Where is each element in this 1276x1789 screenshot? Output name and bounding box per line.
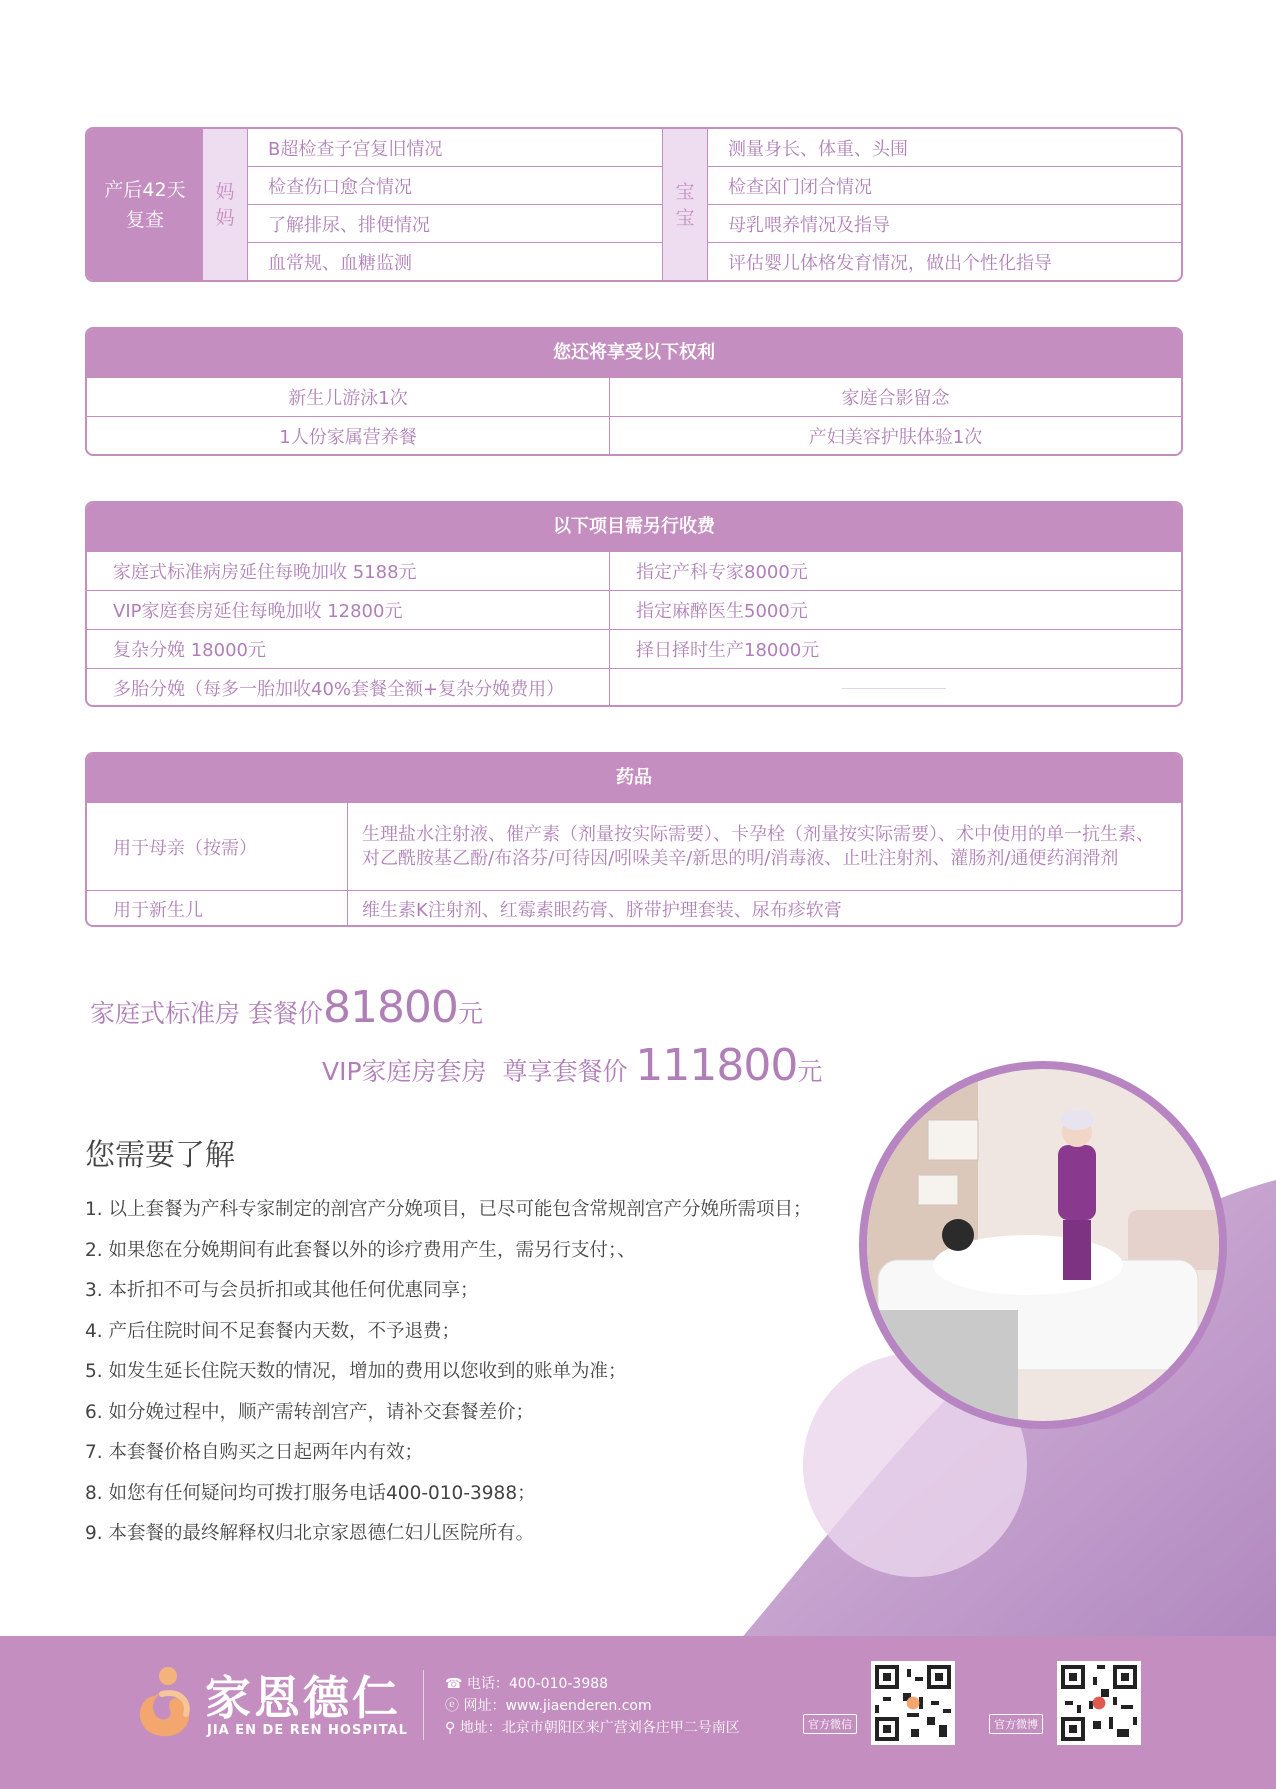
checkup-group-label: 产后42天 复查	[87, 129, 203, 280]
notice-item: 5. 如发生延长住院天数的情况，增加的费用以您收到的账单为准；	[85, 1361, 627, 1382]
fee-cell: 指定产科专家8000元	[609, 552, 1181, 590]
rights-title: 您还将享受以下权利	[87, 329, 1181, 377]
fee-cell: 多胎分娩（每多一胎加收40%套餐全额+复杂分娩费用）	[113, 679, 565, 700]
notice-list	[85, 1190, 812, 1555]
mother-item: 了解排尿、排便情况	[248, 204, 662, 242]
notice-item: 3. 本折扣不可与会员折扣或其他任何优惠同享；	[85, 1280, 479, 1301]
notice-item: 8. 如您有任何疑问均可拨打服务电话400-010-3988；	[85, 1482, 536, 1504]
fee-cell: 指定麻醉医生5000元	[609, 591, 1181, 629]
vip-package-price	[322, 1040, 822, 1091]
baby-item: 检查囟门闭合情况	[708, 166, 1181, 204]
mother-item: 血常规、血糖监测	[248, 242, 662, 280]
fee-cell: VIP家庭套房延住每晚加收 12800元	[113, 601, 403, 622]
notice-item: 4. 产后住院时间不足套餐内天数，不予退费；	[85, 1320, 461, 1342]
notice-item: 1. 以上套餐为产科专家制定的剖宫产分娩项目，已尽可能包含常规剖宫产分娩所需项目；	[85, 1199, 812, 1220]
extra-fees-title: 以下项目需另行收费	[87, 503, 1181, 551]
mother-items	[248, 129, 662, 280]
weibo-qr-code-icon	[1057, 1661, 1141, 1745]
mother-item: B超检查子宫复旧情况	[268, 138, 443, 160]
phone-icon: ☎	[445, 1676, 467, 1692]
standard-price-label: 家庭式标准房 套餐价	[90, 999, 323, 1028]
fee-cell-empty	[609, 669, 1181, 707]
globe-icon: ⓔ	[445, 1698, 464, 1714]
baby-item: 测量身长、体重、头围	[728, 138, 908, 160]
footer-address: ⚲ 地址：北京市朝阳区来广营刘各庄甲二号南区	[445, 1720, 740, 1736]
medicine-label: 用于新生儿	[113, 900, 203, 921]
divider	[842, 688, 946, 689]
postpartum-checkup-table	[85, 127, 1183, 282]
footer-phone: ☎ 电话：400-010-3988	[445, 1676, 609, 1692]
fee-cell: 择日择时生产18000元	[609, 630, 1181, 668]
logo-english: JIA EN DE REN HOSPITAL	[207, 1723, 408, 1738]
medicine-value: 维生素K注射剂、红霉素眼药膏、脐带护理套装、尿布疹软膏	[347, 891, 1181, 927]
standard-price-unit: 元	[457, 999, 483, 1028]
standard-price-value: 81800	[322, 982, 458, 1033]
vip-price-unit: 元	[797, 1057, 823, 1086]
rights-table	[85, 327, 1183, 456]
medicine-label: 用于母亲（按需）	[113, 837, 257, 859]
medicine-title: 药品	[87, 754, 1181, 802]
baby-item: 母乳喂养情况及指导	[708, 204, 1181, 242]
baby-label: 宝 宝	[662, 129, 708, 280]
logo-icon	[128, 1664, 200, 1740]
location-pin-icon: ⚲	[445, 1720, 460, 1736]
rights-cell: 家庭合影留念	[609, 378, 1181, 416]
baby-items	[708, 129, 1181, 280]
logo-chinese: 家恩德仁	[205, 1671, 401, 1725]
fee-cell: 家庭式标准病房延住每晚加收 5188元	[113, 562, 417, 583]
hospital-room-photo	[858, 1060, 1228, 1430]
rights-cell: 新生儿游泳1次	[288, 388, 408, 409]
fee-cell: 复杂分娩 18000元	[113, 640, 266, 661]
mother-item: 检查伤口愈合情况	[248, 166, 662, 204]
extra-fees-table	[85, 501, 1183, 707]
baby-item: 评估婴儿体格发育情况，做出个性化指导	[708, 242, 1181, 280]
rights-cell: 产妇美容护肤体验1次	[609, 417, 1181, 455]
notice-item: 2. 如果您在分娩期间有此套餐以外的诊疗费用产生，需另行支付；、	[85, 1239, 636, 1261]
medicine-table	[85, 752, 1183, 927]
wechat-tag: 官方微信	[803, 1714, 857, 1734]
notice-item: 7. 本套餐价格自购买之日起两年内有效；	[85, 1442, 424, 1463]
wechat-qr-code-icon	[871, 1661, 955, 1745]
footer-divider	[423, 1670, 424, 1740]
vip-price-label: VIP家庭房套房 尊享套餐价	[322, 1057, 636, 1086]
mother-label: 妈 妈	[203, 129, 248, 280]
notice-item: 6. 如分娩过程中，顺产需转剖宫产，请补交套餐差价；	[85, 1401, 535, 1423]
vip-price-value: 111800	[635, 1040, 798, 1091]
weibo-tag: 官方微博	[989, 1714, 1043, 1734]
standard-package-price	[90, 982, 483, 1033]
rights-cell: 1人份家属营养餐	[279, 427, 417, 448]
notice-title: 您需要了解	[85, 1138, 235, 1173]
footer-website[interactable]: ⓔ 网址：www.jiaenderen.com	[445, 1698, 652, 1714]
notice-item: 9. 本套餐的最终解释权归北京家恩德仁妇儿医院所有。	[85, 1523, 535, 1544]
medicine-value: 生理盐水注射液、催产素（剂量按实际需要）、卡孕栓（剂量按实际需要）、术中使用的单一抗生素、对乙酰胺基乙酚/布洛芬/可待因/吲哚美辛/新思的明/消毒液、止吐注射剂、灌肠剂/通便药润滑剂	[347, 803, 1181, 890]
